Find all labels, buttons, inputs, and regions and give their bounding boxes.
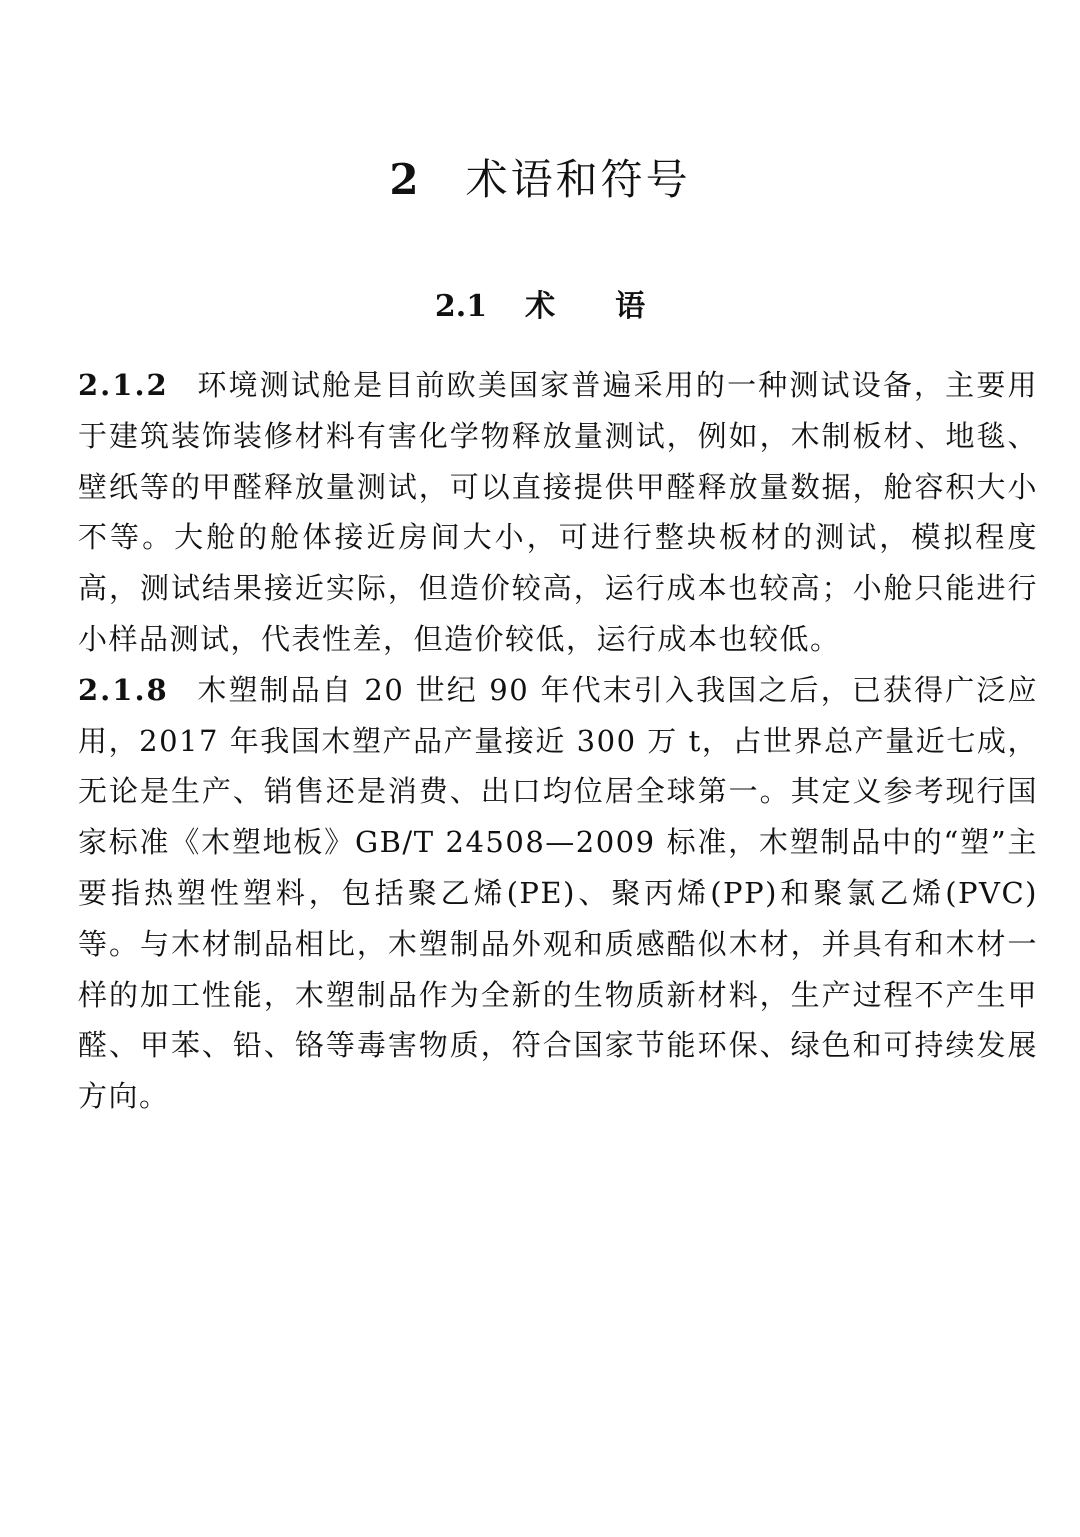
section-heading — [0, 285, 1080, 329]
document-body — [78, 360, 1038, 1122]
clause-number: 2.1.2 — [78, 368, 169, 402]
chapter-number: 2 — [389, 155, 422, 204]
section-title-part1: 术 — [525, 289, 556, 324]
clause-number: 2.1.8 — [78, 672, 169, 707]
clause-text: 木塑制品自 20 世纪 90 年代末引入我国之后，已获得广泛应用，2017 年我国木塑产品产量接近 300 万 t，占世界总产量近七成，无论是生产、销售还是消费、出口均位居全球第一。其定义参考现行国家标准《木塑地板》GB/T 24508—2009 标准，木塑制品中的“塑”主要指热塑性塑料，包括聚乙烯(PE)、聚丙烯(PP)和聚氯乙烯(PVC)等。与木材制品相比，木塑制品外观和质感酷似木材，并具有和木材一样的加工性能，木塑制品作为全新的生物质新材料，生产过程不产生甲醛、甲苯、铅、铬等毒害物质，符合国家节能环保、绿色和可持续发展方向。 — [78, 672, 1038, 1114]
clause-2-1-8 — [78, 665, 1038, 1122]
clause-2-1-2 — [78, 360, 1038, 665]
chapter-heading — [0, 150, 1080, 210]
clause-text: 环境测试舱是目前欧美国家普遍采用的一种测试设备，主要用于建筑装饰装修材料有害化学物释放量测试，例如，木制板材、地毯、壁纸等的甲醛释放量测试，可以直接提供甲醛释放量数据，舱容积大小不等。大舱的舱体接近房间大小，可进行整块板材的测试，模拟程度高，测试结果接近实际，但造价较高，运行成本也较高；小舱只能进行小样品测试，代表性差，但造价较低，运行成本也较低。 — [78, 368, 1038, 656]
chapter-title: 术语和符号 — [465, 155, 691, 204]
section-number: 2.1 — [434, 289, 488, 324]
section-title-part2: 语 — [615, 289, 646, 324]
